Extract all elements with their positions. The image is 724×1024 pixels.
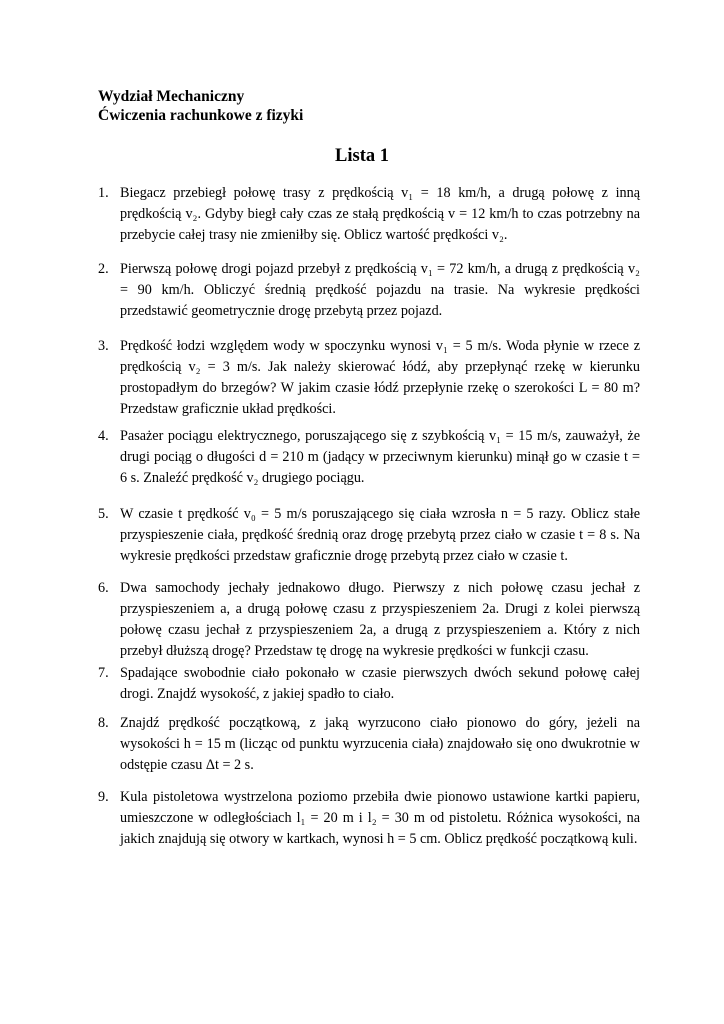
problem-number: 5. [98, 506, 109, 522]
problem-number: 7. [98, 665, 109, 681]
faculty-name: Wydział Mechaniczny [98, 88, 245, 105]
problem-number: 9. [98, 789, 109, 805]
problem-text: Dwa samochody jechały jednakowo długo. Pierwszy z nich połowę czasu jechał z przyspieszeniem a, a drugą połowę czasu z przyspieszeniem 2a. Drugi z kolei pierwszą połowę czasu jechał z przyspieszeniem 2a, a drugą z przyspieszeniem a. Który z nich przebył dłuższą drogę? Przedstaw tę drogę na wykresie prędkości w funkcji czasu. [120, 580, 640, 659]
page-title: Lista 1 [335, 146, 389, 166]
problem-1 [98, 183, 640, 246]
problem-text: Pasażer pociągu elektrycznego, poruszającego się z szybkością v₁ = 15 m/s, zauważył, że drugi pociąg o długości d = 210 m (jadący w przeciwnym kierunku) minął go w czasie t = 6 s. Znaleźć prędkość v₂ drugiego pociągu. [120, 428, 640, 486]
problem-number: 8. [98, 715, 109, 731]
problem-4 [98, 426, 640, 489]
problem-text: Kula pistoletowa wystrzelona poziomo przebiła dwie pionowo ustawione kartki papieru, umieszczone w odległościach l₁ = 20 m i l₂ = 30 m od pistoletu. Różnica wysokości, na jakich znajdują się otwory w kartkach, wynosi h = 5 cm. Oblicz prędkość początkową kuli. [120, 789, 640, 847]
problem-3 [98, 336, 640, 420]
problem-text: Pierwszą połowę drogi pojazd przebył z prędkością v₁ = 72 km/h, a drugą z prędkością v₂ = 90 km/h. Obliczyć średnią prędkość pojazdu na trasie. Na wykresie prędkości przedstawić geometrycznie drogę przebytą przez pojazd. [120, 261, 640, 319]
problem-text: Spadające swobodnie ciało pokonało w czasie pierwszych dwóch sekund połowę całej drogi. Znajdź wysokość, z jakiej spadło to ciało. [120, 665, 640, 702]
header [98, 87, 303, 125]
problem-8 [98, 713, 640, 776]
problem-number: 3. [98, 338, 109, 354]
problem-number: 1. [98, 185, 109, 201]
problem-5 [98, 504, 640, 567]
problem-text: Znajdź prędkość początkową, z jaką wyrzucono ciało pionowo do góry, jeżeli na wysokości h = 15 m (licząc od punktu wyrzucenia ciała) znajdowało się ono dwukrotnie w odstępie czasu Δt = 2 s. [120, 715, 640, 773]
problem-text: Prędkość łodzi względem wody w spoczynku wynosi v₁ = 5 m/s. Woda płynie w rzece z prędkością v₂ = 3 m/s. Jak należy skierować łódź, aby przepłynąć rzekę w kierunku prostopadłym do brzegów? W jakim czasie łódź przepłynie rzekę o szerokości L = 80 m? Przedstaw graficznie układ prędkości. [120, 338, 640, 417]
problem-text: W czasie t prędkość v₀ = 5 m/s poruszającego się ciała wzrosła n = 5 razy. Oblicz stałe przyspieszenie ciała, prędkość średnią oraz drogę przebytą przez ciało w czasie t = 8 s. Na wykresie prędkości przedstaw graficznie drogę przebytą przez ciało w czasie t. [120, 506, 640, 564]
problem-number: 6. [98, 580, 109, 596]
problem-number: 4. [98, 428, 109, 444]
problem-6 [98, 578, 640, 662]
problem-number: 2. [98, 261, 109, 277]
problem-7 [98, 663, 640, 705]
problem-9 [98, 787, 640, 850]
problem-text: Biegacz przebiegł połowę trasy z prędkością v₁ = 18 km/h, a drugą połowę z inną prędkością v₂. Gdyby biegł cały czas ze stałą prędkością v = 12 km/h to czas potrzebny na przebycie całej trasy nie zmieniłby się. Oblicz wartość prędkości v₂. [120, 185, 640, 243]
course-name: Ćwiczenia rachunkowe z fizyki [98, 107, 304, 124]
problem-2 [98, 259, 640, 322]
